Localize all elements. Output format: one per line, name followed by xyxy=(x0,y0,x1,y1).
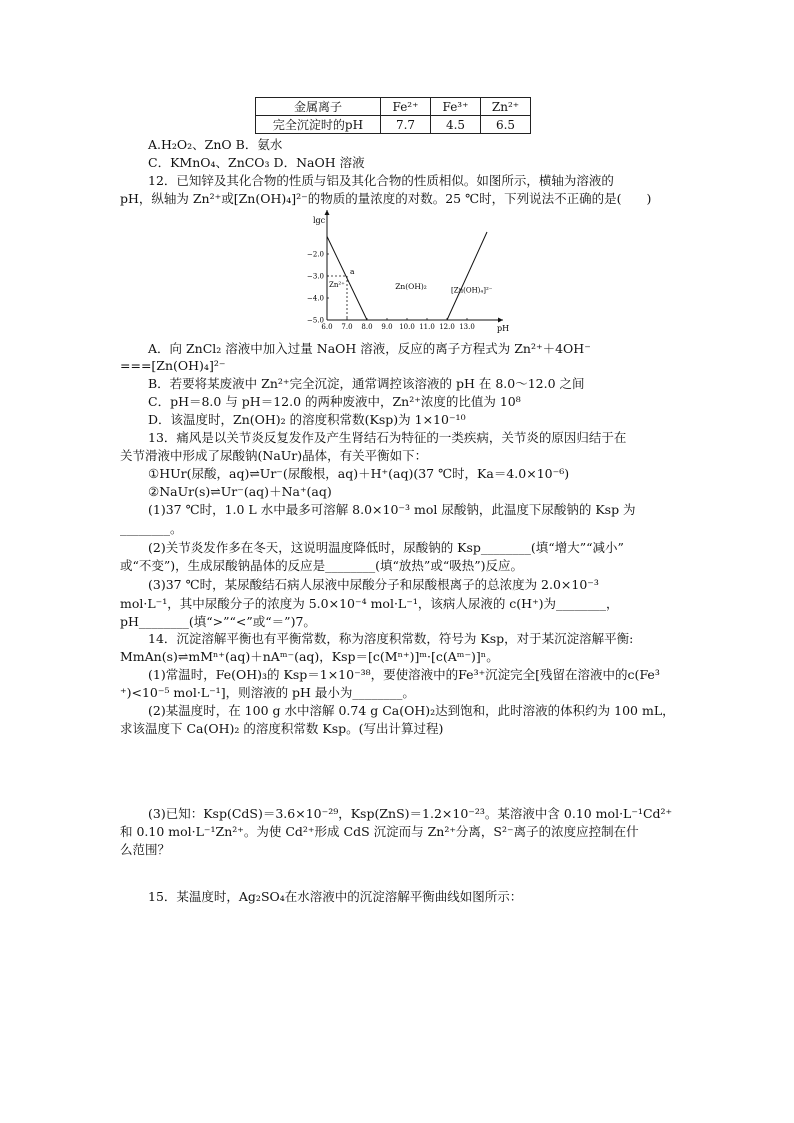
table-cell: Zn²⁺ xyxy=(481,98,531,116)
q12-option-a-line1: A．向 ZnCl₂ 溶液中加入过量 NaOH 溶液，反应的离子方程式为 Zn²⁺＋4OH⁻ xyxy=(148,341,591,356)
y-tick-label: −5.0 xyxy=(307,316,324,325)
region-label-znoh2: Zn(OH)₂ xyxy=(395,282,427,292)
x-tick-label: 7.0 xyxy=(341,323,353,331)
q11-options-ab: A.H₂O₂、ZnO B．氨水 xyxy=(148,137,283,152)
q14-part3-line1: (3)已知：Ksp(CdS)＝3.6×10⁻²⁹，Ksp(ZnS)＝1.2×10⁻²³。某溶液中含 0.10 mol·L⁻¹Cd²⁺ xyxy=(148,806,673,821)
table-cell: 金属离子 xyxy=(256,98,381,116)
q14-line2: MmAn(s)⇌mMⁿ⁺(aq)＋nAᵐ⁻(aq)，Ksp＝[c(Mⁿ⁺)]ᵐ·[c(Aᵐ⁻)]ⁿ。 xyxy=(120,649,499,664)
q13-part1: (1)37 ℃时，1.0 L 水中最多可溶解 8.0×10⁻³ mol 尿酸钠，此温度下尿酸钠的 Ksp 为 xyxy=(148,502,636,517)
q14-part3-line2: 和 0.10 mol·L⁻¹Zn²⁺。为使 Cd²⁺形成 CdS 沉淀而与 Zn²⁺分离，S²⁻离子的浓度应控制在什 xyxy=(120,824,639,839)
q13-part3-line2: mol·L⁻¹，其中尿酸分子的浓度为 5.0×10⁻⁴ mol·L⁻¹，该病人尿液的 c(H⁺)为________， xyxy=(120,596,619,611)
x-axis-label: pH xyxy=(497,324,510,333)
table-cell: 7.7 xyxy=(381,116,431,134)
table-row xyxy=(256,98,531,116)
q13-equilibrium-1: ①HUr(尿酸，aq)⇌Ur⁻(尿酸根，aq)＋H⁺(aq)(37 ℃时，Ka＝4.0×10⁻⁶) xyxy=(148,466,570,481)
y-tick-label: −3.0 xyxy=(307,272,324,281)
series-line-2 xyxy=(447,232,487,320)
x-tick-label: 10.0 xyxy=(399,323,415,331)
q13-equilibrium-2: ②NaUr(s)⇌Ur⁻(aq)＋Na⁺(aq) xyxy=(148,484,332,499)
q14-part2-line1: (2)某温度时，在 100 g 水中溶解 0.74 g Ca(OH)₂达到饱和，此时溶液的体积约为 100 mL， xyxy=(148,703,675,718)
q12-stem-line2: pH，纵轴为 Zn²⁺或[Zn(OH)₄]²⁻的物质的量浓度的对数。25 ℃时，下列说法不正确的是( ) xyxy=(120,191,652,206)
y-tick-label: −4.0 xyxy=(307,294,324,303)
q13-line1: 13．痛风是以关节炎反复发作及产生肾结石为特征的一类疾病，关节炎的原因归结于在 xyxy=(148,430,627,445)
x-axis-arrow xyxy=(498,318,503,323)
q13-line2: 关节滑液中形成了尿酸钠(NaUr)晶体，有关平衡如下： xyxy=(120,448,428,463)
q13-part2-line2: 或“不变”)，生成尿酸钠晶体的反应是________(填“放热”或“吸热”)反应。 xyxy=(120,558,523,573)
q14-part1-line2: ⁺)<10⁻⁵ mol·L⁻¹]，则溶液的 pH 最小为________。 xyxy=(120,685,415,700)
region-label-znoh4: [Zn(OH)₄]²⁻ xyxy=(451,286,493,295)
table-cell: 6.5 xyxy=(481,116,531,134)
q13-part1-blank: ________。 xyxy=(120,521,183,536)
y-tick-label: −2.0 xyxy=(307,250,324,259)
q12-stem-line1: 12．已知锌及其化合物的性质与铝及其化合物的性质相似。如图所示，横轴为溶液的 xyxy=(148,173,614,188)
point-a-label: a xyxy=(350,267,355,276)
q14-part1-line1: (1)常温时，Fe(OH)₃的 Ksp＝1×10⁻³⁸，要使溶液中的Fe³⁺沉淀完全[残留在溶液中的c(Fe³ xyxy=(148,667,660,682)
series-line-1 xyxy=(327,236,367,320)
x-tick-label: 6.0 xyxy=(321,323,333,331)
q13-part3-line1: (3)37 ℃时，某尿酸结石病人尿液中尿酸分子和尿酸根离子的总浓度为 2.0×10⁻³ xyxy=(148,577,599,592)
q13-part3-line3: pH________(填“>”“<”或“＝”)7。 xyxy=(120,614,316,629)
table-cell: 完全沉淀时的pH xyxy=(256,116,381,134)
metal-ion-table xyxy=(255,97,531,134)
q12-option-d: D．该温度时，Zn(OH)₂ 的溶度积常数(Ksp)为 1×10⁻¹⁰ xyxy=(148,412,466,427)
zn-chart xyxy=(295,208,525,338)
x-tick-label: 13.0 xyxy=(459,323,475,331)
y-axis-arrow xyxy=(325,210,330,215)
q12-option-b: B．若要将某废液中 Zn²⁺完全沉淀，通常调控该溶液的 pH 在 8.0～12.0 之间 xyxy=(148,376,585,391)
q11-options-cd: C．KMnO₄、ZnCO₃ D．NaOH 溶液 xyxy=(148,155,365,170)
table-cell: 4.5 xyxy=(431,116,481,134)
q15-line1: 15．某温度时，Ag₂SO₄在水溶液中的沉淀溶解平衡曲线如图所示： xyxy=(148,889,523,904)
region-label-zn2: Zn²⁺ xyxy=(329,280,345,289)
x-tick-label: 8.0 xyxy=(361,323,373,331)
q12-option-a-line2: ===[Zn(OH)₄]²⁻ xyxy=(120,358,226,373)
q12-option-c: C．pH＝8.0 与 pH＝12.0 的两种废液中，Zn²⁺浓度的比值为 10⁸ xyxy=(148,394,521,409)
q14-line1: 14．沉淀溶解平衡也有平衡常数，称为溶度积常数，符号为 Ksp，对于某沉淀溶解平衡: xyxy=(148,631,634,646)
q13-part2-line1: (2)关节炎发作多在冬天，这说明温度降低时，尿酸钠的 Ksp________(填“增大”“减小” xyxy=(148,540,624,555)
x-tick-label: 9.0 xyxy=(381,323,393,331)
q14-part2-line2: 求该温度下 Ca(OH)₂ 的溶度积常数 Ksp。(写出计算过程) xyxy=(120,721,444,736)
table-cell: Fe³⁺ xyxy=(431,98,481,116)
table-row xyxy=(256,116,531,134)
x-tick-label: 12.0 xyxy=(439,323,455,331)
q14-part3-line3: 么范围？ xyxy=(120,842,171,857)
table-cell: Fe²⁺ xyxy=(381,98,431,116)
x-tick-label: 11.0 xyxy=(419,323,435,331)
y-axis-label: lgc xyxy=(313,216,326,225)
